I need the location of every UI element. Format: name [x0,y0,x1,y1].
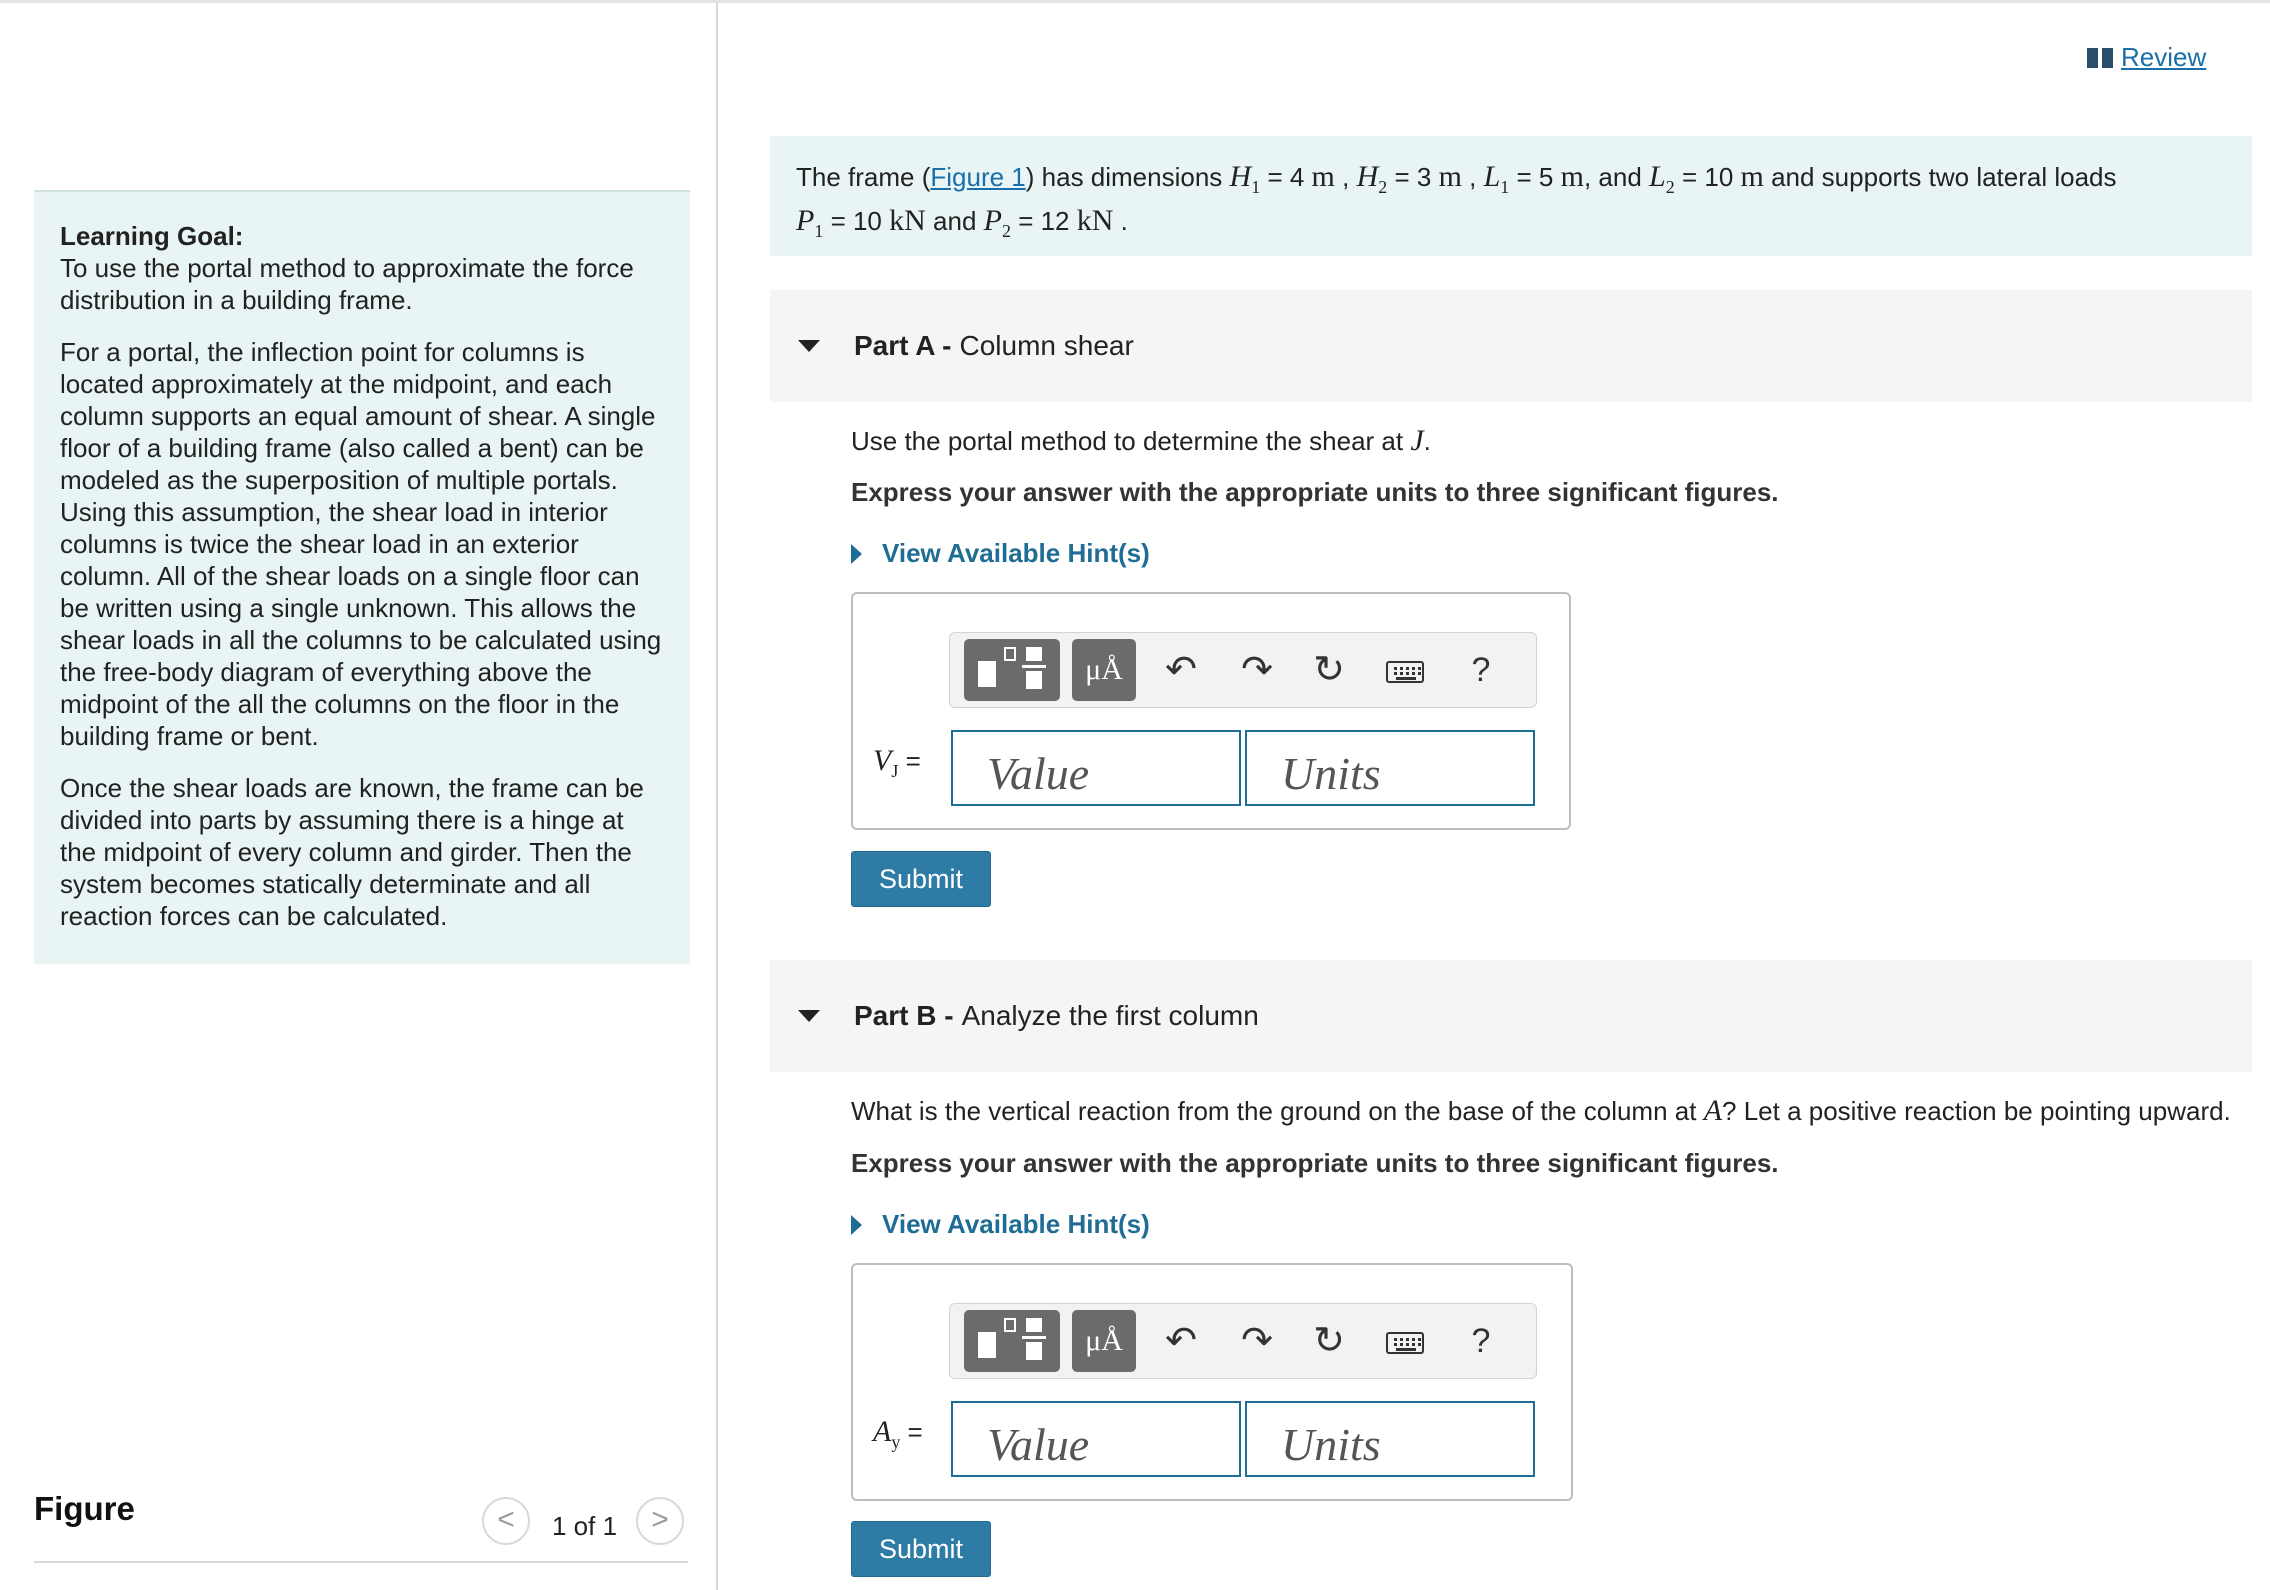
var-l2: $L_2$ [1649,160,1675,197]
p2-unit: kN [1076,204,1114,237]
intro-text-2: ) has dimensions [1025,162,1230,192]
learning-goal-para1: For a portal, the inflection point for columns is located approximately at the midpoint, and each column supports an equal amount of shear. A single floor of a building frame (also called a bent) can be modeled as the superposition of multiple portals. Using this assumption, the shear load in interior columns is twice the shear load in an exterior column. All of the shear loads on a single floor can be written using a single unknown. This allows the shear loads in all the columns to be calculated using the free-body diagram of everything above the midpoint of the all the columns on the floor in the building frame or bent. [60,337,662,751]
learning-goal-title: Learning Goal: [60,221,244,251]
redo-icon[interactable]: ↷ [1241,1320,1273,1362]
review-link[interactable] [2087,42,2206,73]
l2-unit: m [1740,160,1764,193]
part-a-title: Column shear [959,330,1134,361]
part-a-prompt-text: Use the portal method to determine the shear at [851,426,1411,456]
learning-goal-intro [60,220,664,316]
part-b-submit-button[interactable]: Submit [851,1521,991,1577]
intro-and-2: and [925,206,984,236]
var-h2: $H_2$ [1356,160,1388,197]
part-b-prompt-pre: What is the vertical reaction from the ground on the base of the column at [851,1096,1704,1126]
help-icon[interactable]: ? [1471,1322,1491,1360]
part-a-hint-toggle[interactable] [851,538,1150,569]
p1-value: = 10 [830,206,882,236]
templates-button[interactable] [964,639,1060,701]
h2-unit: m [1438,160,1462,193]
h2-value: = 3 [1394,162,1432,192]
part-a-header[interactable] [770,290,2252,402]
review-label: Review [2121,42,2207,72]
part-b-answer-box [851,1263,1573,1501]
part-b-units-input[interactable] [1245,1401,1535,1477]
part-a-variable-label: $V_J$ = [873,744,921,781]
part-b-prompt [851,1094,2231,1128]
l1-unit: m [1560,160,1584,193]
part-a-answer-box [851,592,1571,830]
reset-icon[interactable]: ↻ [1313,1320,1345,1362]
part-a-toolbar [949,632,1537,708]
keyboard-icon[interactable] [1378,643,1432,697]
book-icon [2087,48,2113,68]
figure-count: 1 of 1 [552,1511,618,1541]
part-a-value-input[interactable] [951,730,1241,806]
part-a-prompt: Use the portal method to determine the shear at J. [851,424,1431,457]
part-a-point: J [1410,424,1424,457]
intro-and: , and [1583,162,1650,192]
part-b-hint-label: View Available Hint(s) [882,1209,1150,1239]
learning-goal-para2: Once the shear loads are known, the frame can be divided into parts by assuming there is a hinge at the midpoint of every column and girder. Then the system becomes statically determinate and all reaction forces can be calculated. [60,773,644,931]
figure-prev-button[interactable]: < [482,1497,530,1545]
part-a-units-input[interactable] [1245,730,1535,806]
l2-value: = 10 [1681,162,1734,192]
figure-next-button[interactable]: > [636,1497,684,1545]
figure-divider [34,1561,688,1563]
panel-divider [716,3,718,1590]
var-l1: $L_1$ [1483,160,1510,197]
h1-unit: m [1311,160,1335,193]
intro-supports: and supports two lateral loads [1763,162,2117,192]
undo-icon[interactable]: ↶ [1165,1320,1197,1362]
templates-button[interactable] [964,1310,1060,1372]
h1-value: = 4 [1267,162,1305,192]
part-a-label: Part A - [854,330,952,361]
part-b-value-input[interactable] [951,1401,1241,1477]
var-p1: $P_1$ [796,204,824,241]
var-h1: $H_1$ [1229,160,1261,197]
caret-down-icon [798,1010,820,1022]
caret-right-icon [851,1215,862,1235]
part-a-instruction: Express your answer with the appropriate units to three significant figures. [851,477,1779,507]
part-a-hint-label: View Available Hint(s) [882,538,1150,568]
redo-icon[interactable]: ↷ [1241,649,1273,691]
caret-right-icon [851,544,862,564]
units-button[interactable]: μÅ [1072,1310,1136,1372]
var-p2: $P_2$ [983,204,1011,241]
caret-down-icon [798,340,820,352]
problem-statement: The frame (Figure 1) has dimensions $H_1 = 4$ m , $H_2 = 3$ m , $L_1 = 5$ m, and $L_2 = 10$ m and supports two lateral loads $P_1 = 10$ kN and $P_2 = 12$ kN . [770,136,2252,256]
undo-icon[interactable]: ↶ [1165,649,1197,691]
keyboard-icon[interactable] [1378,1314,1432,1368]
part-b-variable-label: $A_y$ = [873,1415,923,1452]
units-button[interactable]: μÅ [1072,639,1136,701]
part-b-header[interactable] [770,960,2252,1072]
part-b-point: A [1703,1094,1723,1127]
l1-value: = 5 [1516,162,1554,192]
help-icon[interactable]: ? [1471,651,1491,689]
figure-label: Figure [34,1490,135,1527]
part-b-title: Analyze the first column [961,1000,1259,1031]
learning-goal-panel [34,190,690,964]
part-b-hint-toggle[interactable] [851,1209,1150,1240]
reset-icon[interactable]: ↻ [1313,649,1345,691]
p2-value: = 12 [1018,206,1070,236]
figure-1-link[interactable]: Figure 1 [930,162,1026,192]
p1-unit: kN [889,204,926,237]
intro-text-1: The frame ( [796,162,931,192]
part-b-toolbar [949,1303,1537,1379]
part-b-instruction: Express your answer with the appropriate units to three significant figures. [851,1148,1779,1178]
learning-goal-text: To use the portal method to approximate the force distribution in a building frame. [60,253,634,315]
part-b-prompt-post: ? Let a positive reaction be pointing upward. [1722,1096,2231,1126]
part-a-submit-button[interactable]: Submit [851,851,991,907]
top-border [0,0,2270,3]
part-b-label: Part B - [854,1000,954,1031]
